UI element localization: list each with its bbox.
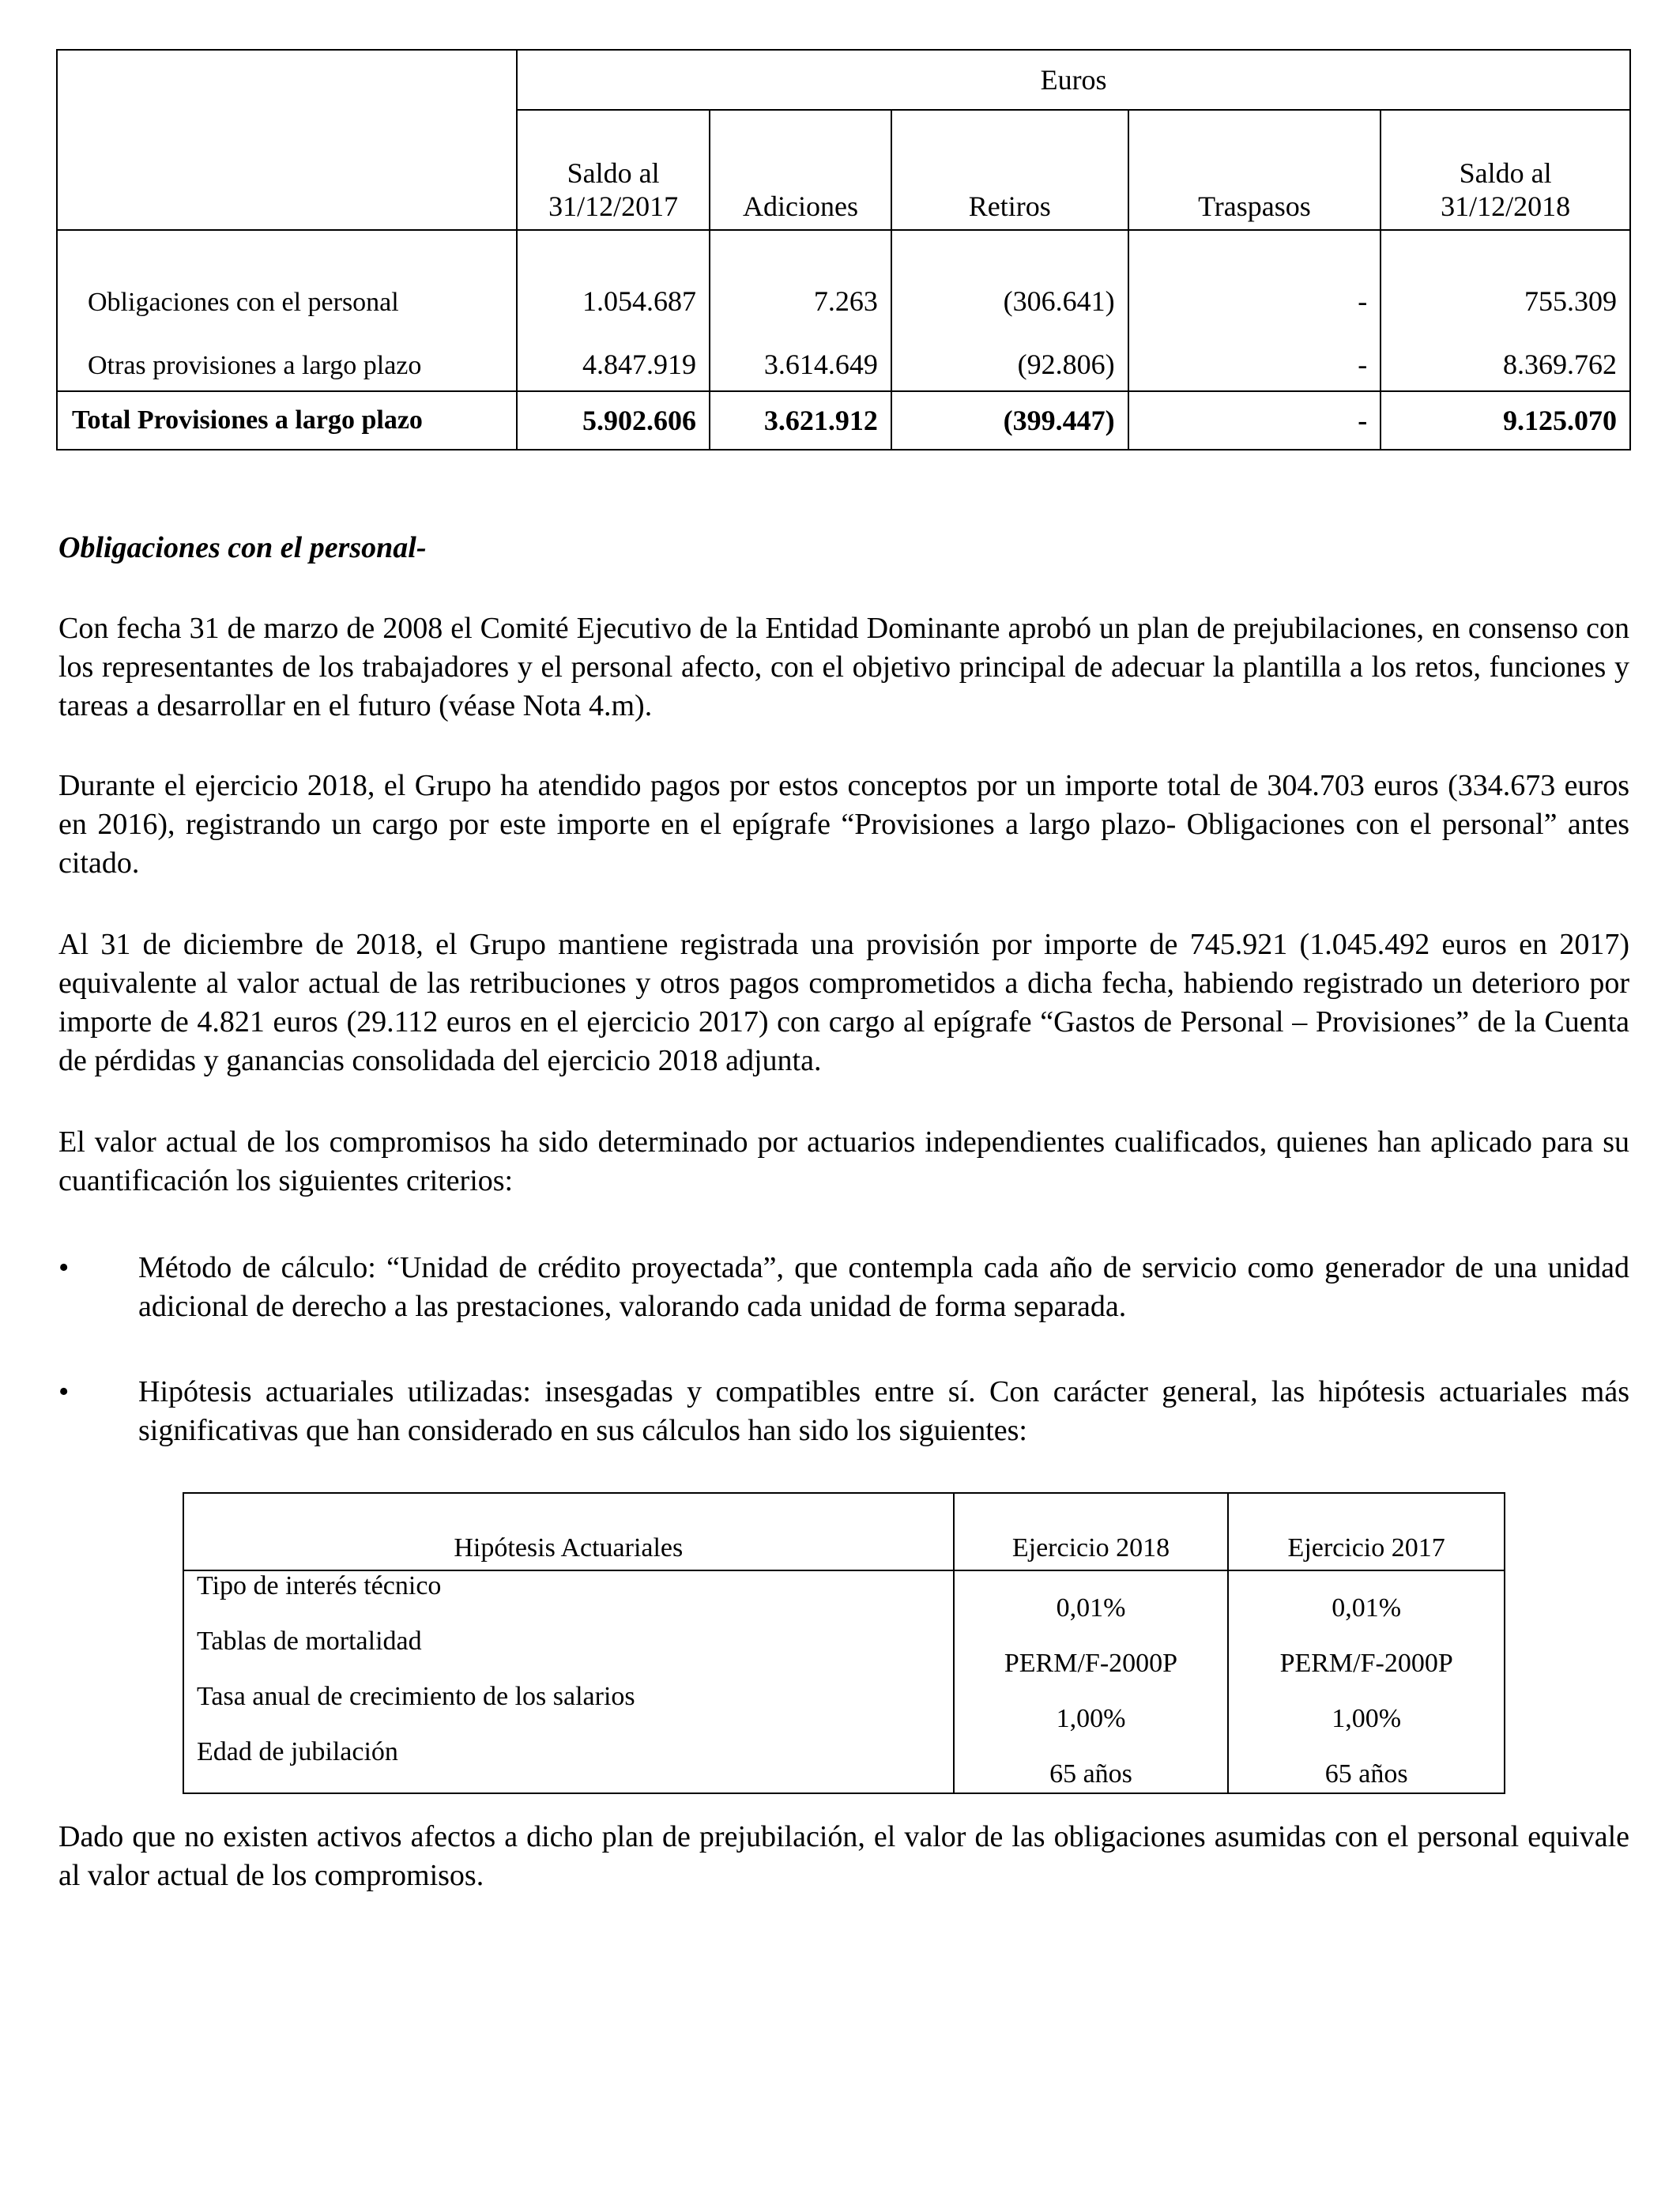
- total-value: 5.902.606: [517, 391, 710, 450]
- table-row: [183, 1627, 1505, 1682]
- bullet-icon: •: [58, 1251, 70, 1284]
- col-header-ejercicio-2017: Ejercicio 2017: [1228, 1493, 1505, 1570]
- cell-value: -: [1128, 230, 1381, 327]
- cell-value: 4.847.919: [517, 327, 710, 391]
- col-header-retiros: Retiros: [891, 110, 1128, 230]
- paragraph: Durante el ejercicio 2018, el Grupo ha atendido pagos por estos conceptos por un importe total de 304.703 euros (334.673 euros en 2016), registrando un cargo por este importe en el epígrafe “Provisiones a largo plazo- Obligaciones con el personal” antes citado.: [58, 769, 1629, 880]
- col-header-hipotesis: Hipótesis Actuariales: [183, 1493, 954, 1570]
- hypotheses-header-row: [183, 1493, 1505, 1570]
- table-row: [57, 230, 1630, 327]
- cell-value: (92.806): [891, 327, 1128, 391]
- cell-value: (306.641): [891, 230, 1128, 327]
- cell-value: 1,00%: [1228, 1682, 1505, 1737]
- row-label: Tasa anual de crecimiento de los salarios: [183, 1682, 954, 1737]
- hypotheses-table: [183, 1492, 1505, 1794]
- paragraph: Al 31 de diciembre de 2018, el Grupo mantiene registrada una provisión por importe de 745.921 (1.045.492 euros en 2017) equivalente al valor actual de las retribuciones y otros pagos comprometidos a dicha fecha, habiendo registrado un deterioro por importe de 4.821 euros (29.112 euros en el ejercicio 2017) con cargo al epígrafe “Gastos de Personal – Provisiones” de la Cuenta de pérdidas y ganancias consolidada del ejercicio 2018 adjunta.: [58, 928, 1629, 1077]
- total-value: 9.125.070: [1381, 391, 1630, 450]
- col-header-traspasos: Traspasos: [1128, 110, 1381, 230]
- cell-value: 1,00%: [954, 1682, 1229, 1737]
- total-value: (399.447): [891, 391, 1128, 450]
- bullet-icon: •: [58, 1375, 70, 1408]
- row-label: Tipo de interés técnico: [183, 1570, 954, 1627]
- bullet-text: Método de cálculo: “Unidad de crédito proyectada”, que contempla cada año de servicio como generador de una unidad adicional de derecho a las prestaciones, valorando cada unidad de forma separada.: [138, 1251, 1629, 1323]
- col-header-saldo-2018: Saldo al 31/12/2018: [1381, 110, 1630, 230]
- cell-value: 3.614.649: [710, 327, 891, 391]
- currency-header: Euros: [517, 50, 1630, 110]
- row-label: Obligaciones con el personal: [57, 230, 517, 327]
- cell-value: 7.263: [710, 230, 891, 327]
- cell-value: -: [1128, 327, 1381, 391]
- table-row: [57, 327, 1630, 391]
- col-header-saldo-2017: Saldo al 31/12/2017: [517, 110, 710, 230]
- cell-value: 1.054.687: [517, 230, 710, 327]
- cell-value: 8.369.762: [1381, 327, 1630, 391]
- table-row: [183, 1682, 1505, 1737]
- cell-value: PERM/F-2000P: [1228, 1627, 1505, 1682]
- cell-value: 755.309: [1381, 230, 1630, 327]
- cell-value: 0,01%: [1228, 1570, 1505, 1627]
- total-label: Total Provisiones a largo plazo: [57, 391, 517, 450]
- closing-paragraph: Dado que no existen activos afectos a dicho plan de prejubilación, el valor de las obligaciones asumidas con el personal equivale al valor actual de los compromisos.: [58, 1820, 1629, 1892]
- table-row: [183, 1737, 1505, 1793]
- cell-value: 0,01%: [954, 1570, 1229, 1627]
- total-value: -: [1128, 391, 1381, 450]
- table-corner-cell: [57, 50, 517, 230]
- total-row: [57, 391, 1630, 450]
- cell-value: 65 años: [954, 1737, 1229, 1793]
- cell-value: 65 años: [1228, 1737, 1505, 1793]
- bullet-text: Hipótesis actuariales utilizadas: insesgadas y compatibles entre sí. Con carácter general, las hipótesis actuariales más significativas que han considerado en sus cálculos han sido los siguientes:: [138, 1375, 1629, 1447]
- row-label: Tablas de mortalidad: [183, 1627, 954, 1682]
- cell-value: PERM/F-2000P: [954, 1627, 1229, 1682]
- bullet-item: [58, 1249, 1629, 1326]
- paragraph: Con fecha 31 de marzo de 2008 el Comité Ejecutivo de la Entidad Dominante aprobó un plan de prejubilaciones, en consenso con los representantes de los trabajadores y el personal afecto, con el objetivo principal de adecuar la plantilla a los retos, funciones y tareas a desarrollar en el futuro (véase Nota 4.m).: [58, 612, 1629, 722]
- section-heading: Obligaciones con el personal-: [58, 531, 427, 564]
- row-label: Edad de jubilación: [183, 1737, 954, 1793]
- col-header-adiciones: Adiciones: [710, 110, 891, 230]
- col-header-ejercicio-2018: Ejercicio 2018: [954, 1493, 1229, 1570]
- paragraph: El valor actual de los compromisos ha sido determinado por actuarios independientes cualificados, quienes han aplicado para su cuantificación los siguientes criterios:: [58, 1125, 1629, 1197]
- bullet-item: [58, 1373, 1629, 1450]
- total-value: 3.621.912: [710, 391, 891, 450]
- provisions-table: [56, 49, 1631, 450]
- table-row: [183, 1570, 1505, 1627]
- row-label: Otras provisiones a largo plazo: [57, 327, 517, 391]
